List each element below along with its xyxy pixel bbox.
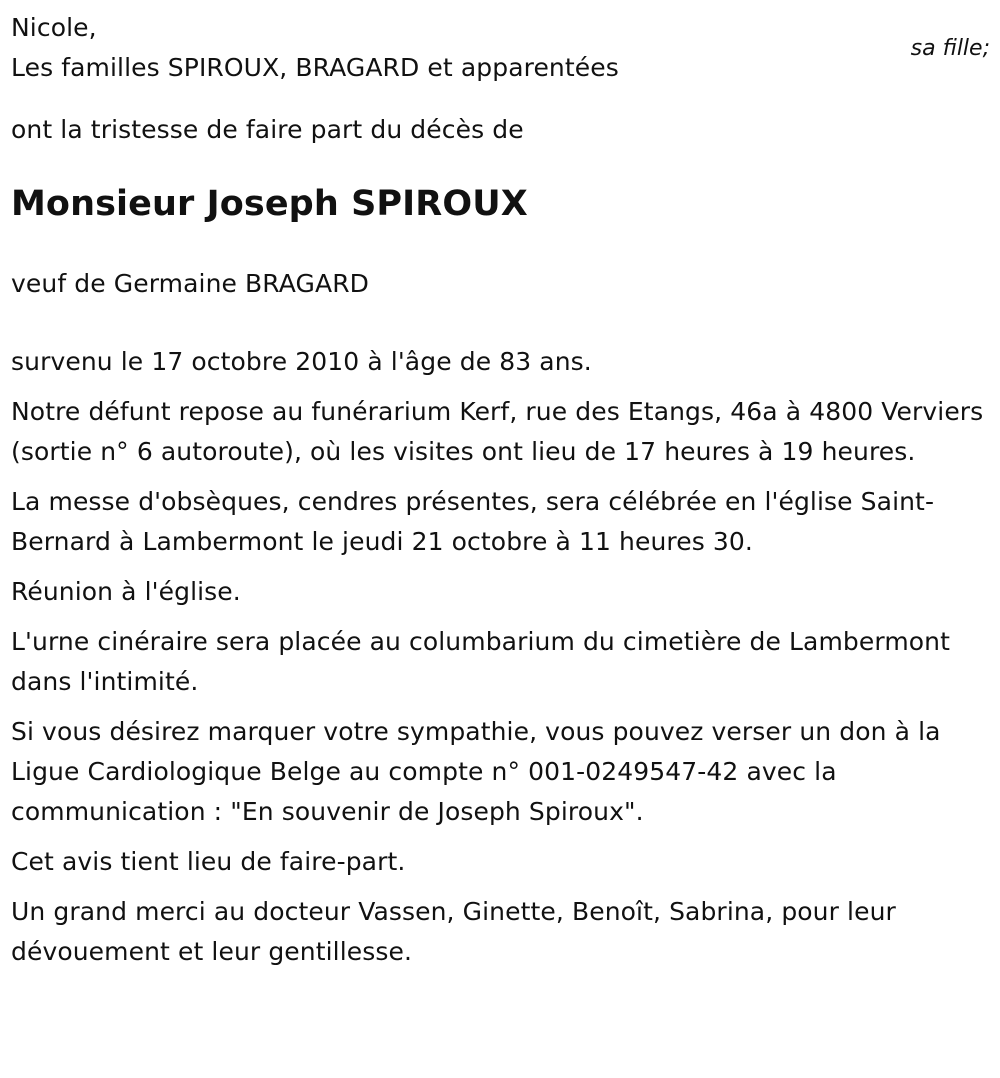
meeting-paragraph: Réunion à l'église.	[11, 577, 241, 606]
widower-line: veuf de Germaine BRAGARD	[11, 269, 370, 298]
urn-paragraph: L'urne cinéraire sera placée au columbarium du cimetière de Lambermont dans l'intimité.	[11, 627, 951, 696]
thanks-paragraph: Un grand merci au docteur Vassen, Ginette, Benoît, Sabrina, pour leur dévouement et leur gentillesse.	[11, 897, 896, 966]
death-line: survenu le 17 octobre 2010 à l'âge de 83 ans.	[11, 347, 592, 376]
notice-paragraph: Cet avis tient lieu de faire-part.	[11, 847, 406, 876]
donation-paragraph: Si vous désirez marquer votre sympathie, vous pouvez verser un don à la Ligue Cardiologique Belge au compte n° 001-0249547-42 avec la communication : "En souvenir de Joseph Spiroux".	[11, 717, 941, 826]
obituary-notice	[11, 8, 991, 982]
relation-label: sa fille;	[910, 36, 990, 61]
mass-paragraph: La messe d'obsèques, cendres présentes, sera célébrée en l'église Saint-Bernard à Lambermont le jeudi 21 octobre à 11 heures 30.	[11, 487, 935, 556]
rest-paragraph: Notre défunt repose au funérarium Kerf, rue des Etangs, 46a à 4800 Verviers (sortie n° 6 autoroute), où les visites ont lieu de 17 heures à 19 heures.	[11, 397, 984, 466]
families-line: Les familles SPIROUX, BRAGARD et apparentées	[11, 53, 619, 82]
deceased-name: Monsieur Joseph SPIROUX	[11, 184, 528, 224]
family-member-name: Nicole,	[11, 13, 97, 42]
announcement-line: ont la tristesse de faire part du décès de	[11, 115, 524, 144]
